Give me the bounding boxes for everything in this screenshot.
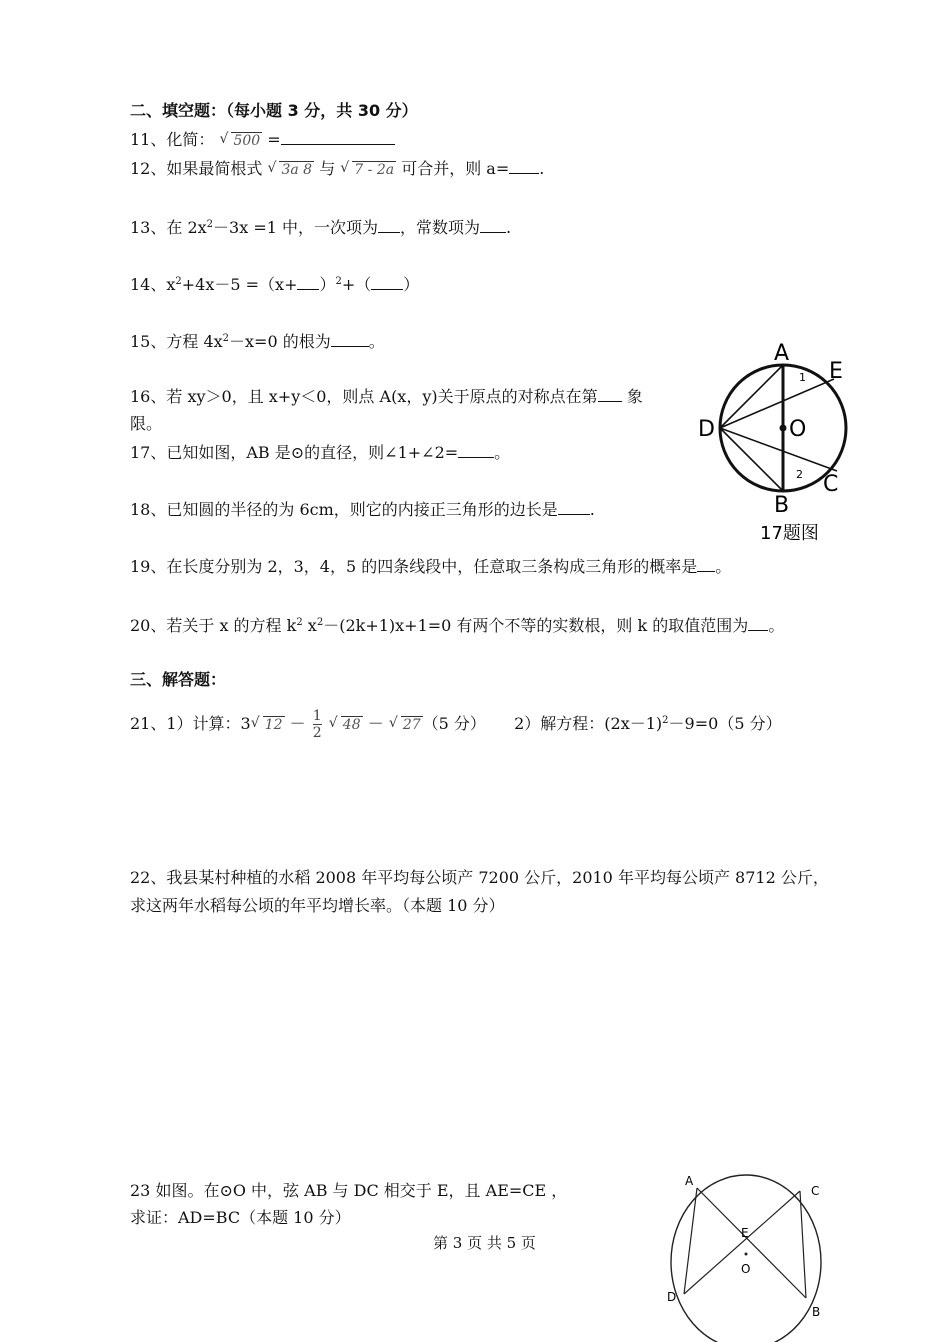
q12-radical-1: √ 3a 8 <box>267 160 313 178</box>
fig17-label-a: A <box>774 341 790 366</box>
q21-radical-48: √ 48 <box>328 715 361 733</box>
fig17-label-e: E <box>829 359 843 384</box>
q20-text-b: x <box>302 616 317 635</box>
q21-score-1: （5 分） <box>422 714 486 733</box>
question-13 <box>130 214 511 239</box>
q17-end: 。 <box>494 443 511 462</box>
q15-text-a: 15、方程 4x <box>130 332 223 351</box>
question-15 <box>130 328 385 353</box>
question-14 <box>130 271 419 296</box>
fig23-label-c: C <box>811 1184 820 1198</box>
fig17-label-b: B <box>774 493 790 518</box>
q12-mid: 与 <box>319 159 336 178</box>
q18-blank <box>558 498 590 515</box>
q21-denominator: 2 <box>312 725 322 741</box>
q14-text-b: +4x－5 =（x+ <box>181 275 298 294</box>
fig23-circle <box>671 1175 821 1342</box>
q18-end: . <box>589 500 595 519</box>
q20-sup1: 2 <box>296 617 303 628</box>
fig17-label-c: C <box>823 472 839 497</box>
q11-answer-blank <box>281 128 395 145</box>
q21-text-b: 2）解方程：(2x－1) <box>514 714 663 733</box>
q13-sup: 2 <box>206 219 214 230</box>
fig23-label-e: E <box>741 1226 749 1240</box>
q21-radical-12: √ 12 <box>250 715 283 733</box>
question-16 <box>130 385 643 408</box>
fig23-label-d: D <box>667 1290 677 1304</box>
q13-text-a: 13、在 2x <box>130 218 207 237</box>
q17-blank <box>458 441 494 458</box>
question-17 <box>130 441 510 464</box>
q21-minus-1: － <box>289 714 306 733</box>
q20-end: 。 <box>768 616 785 635</box>
q14-blank-1 <box>297 273 319 290</box>
q15-end: 。 <box>368 332 385 351</box>
q14-text-a: 14、x <box>130 275 176 294</box>
fig17-angle-2: 2 <box>796 468 803 481</box>
q21-numerator: 1 <box>312 708 322 724</box>
page-footer: 第 3 页 共 5 页 <box>433 1234 536 1252</box>
q16-blank <box>598 385 622 402</box>
q14-text-e: ） <box>403 275 420 294</box>
q12-radical-2: √ 7 - 2a <box>340 160 395 178</box>
q12-prefix: 12、如果最简根式 <box>130 159 263 178</box>
q21-text-c: －9=0（5 分） <box>668 714 782 733</box>
q14-sup2: 2 <box>335 276 342 287</box>
question-23-line1: 23 如图。在⊙O 中，弦 AB 与 DC 相交于 E，且 AE=CE ， <box>130 1181 568 1200</box>
q20-blank <box>748 614 768 631</box>
q13-blank-2 <box>480 216 506 233</box>
question-12 <box>130 157 544 181</box>
q13-text-c: ，常数项为 <box>400 218 481 237</box>
q19-blank <box>697 555 715 572</box>
q13-blank-1 <box>378 216 400 233</box>
question-22-line1: 22、我县某村种植的水稻 2008 年平均每公顷产 7200 公斤，2010 年平均每公顷产 8712 公斤， <box>130 868 829 887</box>
question-19 <box>130 555 731 578</box>
q20-text-a: 20、若关于 x 的方程 k <box>130 616 297 635</box>
q14-text-c: ） <box>319 275 336 294</box>
q11-prefix: 11、化简： <box>130 130 215 149</box>
q14-text-d: +（ <box>341 275 372 294</box>
fig23-label-a: A <box>685 1174 694 1188</box>
question-20 <box>130 612 784 637</box>
fig17-center-dot <box>780 425 787 432</box>
section-2-title: 二、填空题：（每小题 3 分，共 30 分） <box>130 101 418 120</box>
q20-sup2: 2 <box>316 617 324 628</box>
q15-text-b: －x=0 的根为 <box>229 332 331 351</box>
fig23-chord-cb <box>800 1191 806 1298</box>
section-3-title: 三、解答题： <box>130 670 227 689</box>
q13-end: . <box>506 218 512 237</box>
q14-sup: 2 <box>175 276 182 287</box>
q21-sup: 2 <box>662 715 669 726</box>
q19-text: 19、在长度分别为 2，3，4，5 的四条线段中，任意取三条构成三角形的概率是 <box>130 557 698 576</box>
q11-equals: = <box>267 130 281 149</box>
question-23-line2: 求证：AD=BC（本题 10 分） <box>130 1208 351 1227</box>
fig23-label-b: B <box>812 1305 821 1319</box>
question-16-line2: 限。 <box>130 414 163 433</box>
q18-text: 18、已知圆的半径的为 6cm，则它的内接正三角形的边长是 <box>130 500 558 519</box>
fig23-chord-cd <box>684 1191 800 1294</box>
fig17-chord-dc <box>720 428 837 471</box>
q15-sup: 2 <box>222 333 230 344</box>
q21-radical-27: √ 27 <box>388 715 421 733</box>
question-18 <box>130 498 595 521</box>
fig17-caption: 17题图 <box>760 523 819 544</box>
q19-end: 。 <box>715 557 732 576</box>
q21-text-a: 21、1）计算：3 <box>130 714 251 733</box>
q13-text-b: －3x =1 中，一次项为 <box>213 218 378 237</box>
q16-line1b: 象 <box>626 387 643 406</box>
q14-blank-2 <box>371 273 403 290</box>
q21-fraction <box>313 708 322 741</box>
q12-answer-blank <box>509 157 539 174</box>
question-11 <box>130 128 395 152</box>
q12-end: . <box>539 159 545 178</box>
q12-suffix: 可合并，则 a= <box>401 159 510 178</box>
q11-radical: √ 500 <box>219 131 261 149</box>
q20-text-c: －(2k+1)x+1=0 有两个不等的实数根，则 k 的取值范围为 <box>323 616 749 635</box>
figure-17 <box>692 336 862 548</box>
question-22-line2: 求这两年水稻每公顷的年平均增长率。（本题 10 分） <box>130 896 505 915</box>
q16-line1: 16、若 xy＞0，且 x+y＜0，则点 A(x，y)关于原点的对称点在第 <box>130 387 598 406</box>
figure-23 <box>660 1166 840 1342</box>
fig17-label-d: D <box>698 417 715 442</box>
q17-text: 17、已知如图，AB 是⊙的直径，则∠1+∠2= <box>130 443 459 462</box>
question-21 <box>130 708 782 741</box>
fig23-chord-ab <box>697 1188 806 1298</box>
q15-blank <box>331 330 369 347</box>
fig23-center-dot <box>745 1253 748 1256</box>
fig17-angle-1: 1 <box>799 371 806 384</box>
fig17-label-o: O <box>789 417 807 442</box>
fig23-label-o: O <box>741 1262 751 1276</box>
q21-minus-2: － <box>367 714 384 733</box>
